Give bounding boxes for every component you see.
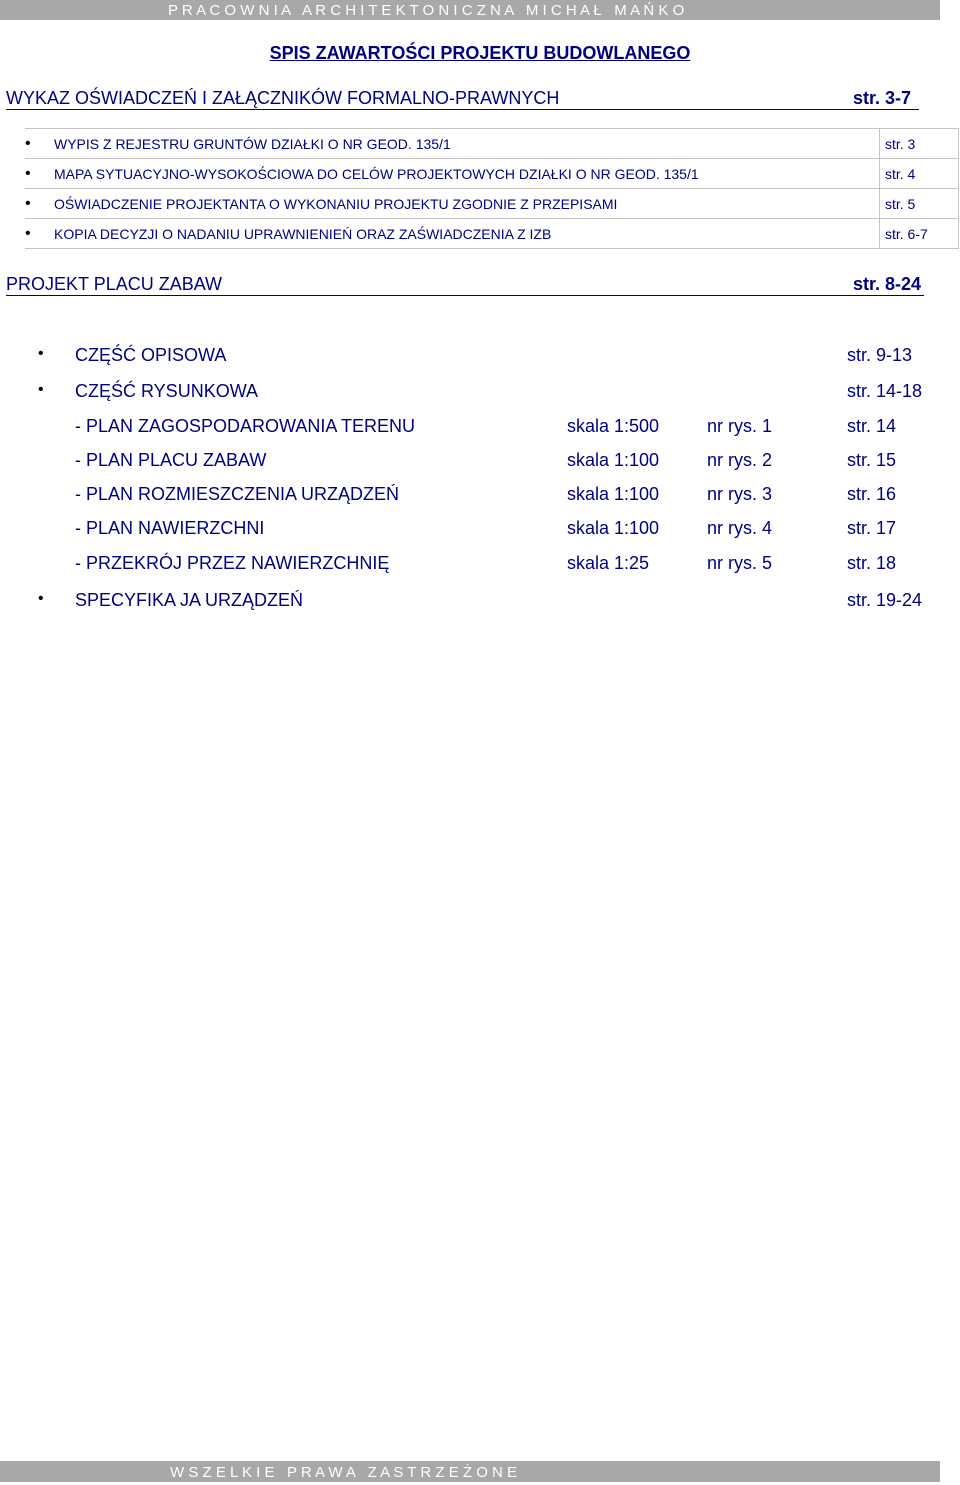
table-row — [25, 189, 959, 219]
section-formal-title: WYKAZ OŚWIADCZEŃ I ZAŁĄCZNIKÓW FORMALNO-PRAWNYCH — [6, 88, 560, 108]
section-formal-pages: str. 3-7 — [852, 88, 911, 108]
drawing-number: nr rys. 3 — [707, 484, 773, 504]
section-project-title: PROJEKT PLACU ZABAW — [6, 274, 223, 294]
rysunkowa-page: str. 14-18 — [847, 381, 923, 401]
table-row — [25, 219, 959, 249]
item-label: KOPIA DECYZJI O NADANIU UPRAWNIENIEŃ ORAZ ZAŚWIADCZENIA Z IZB — [54, 219, 880, 249]
section-project-heading — [6, 274, 924, 296]
drawing-label: - PLAN ROZMIESZCZENIA URZĄDZEŃ — [75, 484, 400, 504]
drawing-number: nr rys. 5 — [707, 553, 773, 573]
drawing-label: - PLAN ZAGOSPODAROWANIA TERENU — [75, 416, 416, 436]
opisowa-page: str. 9-13 — [847, 345, 913, 365]
section-formal-heading — [6, 88, 919, 110]
bullet-icon: • — [38, 590, 44, 607]
drawing-page: str. 18 — [847, 553, 897, 573]
item-page: str. 4 — [880, 159, 959, 189]
item-label: MAPA SYTUACYJNO-WYSOKOŚCIOWA DO CELÓW PROJEKTOWYCH DZIAŁKI O NR GEOD. 135/1 — [54, 159, 880, 189]
specyfika-label: SPECYFIKA JA URZĄDZEŃ — [75, 590, 304, 610]
drawing-scale: skala 1:100 — [567, 518, 660, 538]
header-band — [0, 0, 940, 20]
drawing-page: str. 14 — [847, 416, 897, 436]
item-label: OŚWIADCZENIE PROJEKTANTA O WYKONANIU PROJEKTU ZGODNIE Z PRZEPISAMI — [54, 189, 880, 219]
drawing-number: nr rys. 2 — [707, 450, 773, 470]
drawing-label: - PLAN NAWIERZCHNI — [75, 518, 265, 538]
table-row — [25, 129, 959, 159]
drawing-label: - PRZEKRÓJ PRZEZ NAWIERZCHNIĘ — [75, 553, 390, 573]
footer-band — [0, 1461, 940, 1482]
drawing-scale: skala 1:100 — [567, 484, 660, 504]
item-label: WYPIS Z REJESTRU GRUNTÓW DZIAŁKI O NR GEOD. 135/1 — [54, 129, 880, 159]
item-page: str. 3 — [880, 129, 959, 159]
item-page: str. 6-7 — [880, 219, 959, 249]
formal-documents-table — [25, 128, 959, 249]
specyfika-page: str. 19-24 — [847, 590, 923, 610]
bullet-icon: • — [25, 189, 54, 219]
drawing-scale: skala 1:25 — [567, 553, 650, 573]
bullet-icon: • — [25, 129, 54, 159]
drawing-page: str. 15 — [847, 450, 897, 470]
drawing-page: str. 17 — [847, 518, 897, 538]
bullet-icon: • — [38, 381, 44, 398]
drawing-page: str. 16 — [847, 484, 897, 504]
item-page: str. 5 — [880, 189, 959, 219]
drawing-number: nr rys. 1 — [707, 416, 773, 436]
table-row — [25, 159, 959, 189]
rights-notice: W S Z E L K I E P R A W A Z A S T R Z E Ż O N E — [170, 1464, 518, 1481]
document-title: SPIS ZAWARTOŚCI PROJEKTU BUDOWLANEGO — [269, 43, 691, 63]
drawing-scale: skala 1:100 — [567, 450, 660, 470]
bullet-icon: • — [25, 219, 54, 249]
opisowa-label: CZĘŚĆ OPISOWA — [75, 345, 227, 365]
rysunkowa-label: CZĘŚĆ RYSUNKOWA — [75, 381, 259, 401]
section-project-pages: str. 8-24 — [852, 274, 921, 294]
drawing-scale: skala 1:500 — [567, 416, 660, 436]
bullet-icon: • — [25, 159, 54, 189]
drawing-label: - PLAN PLACU ZABAW — [75, 450, 267, 470]
bullet-icon: • — [38, 345, 44, 362]
drawing-number: nr rys. 4 — [707, 518, 773, 538]
firm-name: P R A C O W N I A A R C H I T E K T O N I C Z N A M I C H A Ł M A Ń K O — [168, 2, 685, 19]
